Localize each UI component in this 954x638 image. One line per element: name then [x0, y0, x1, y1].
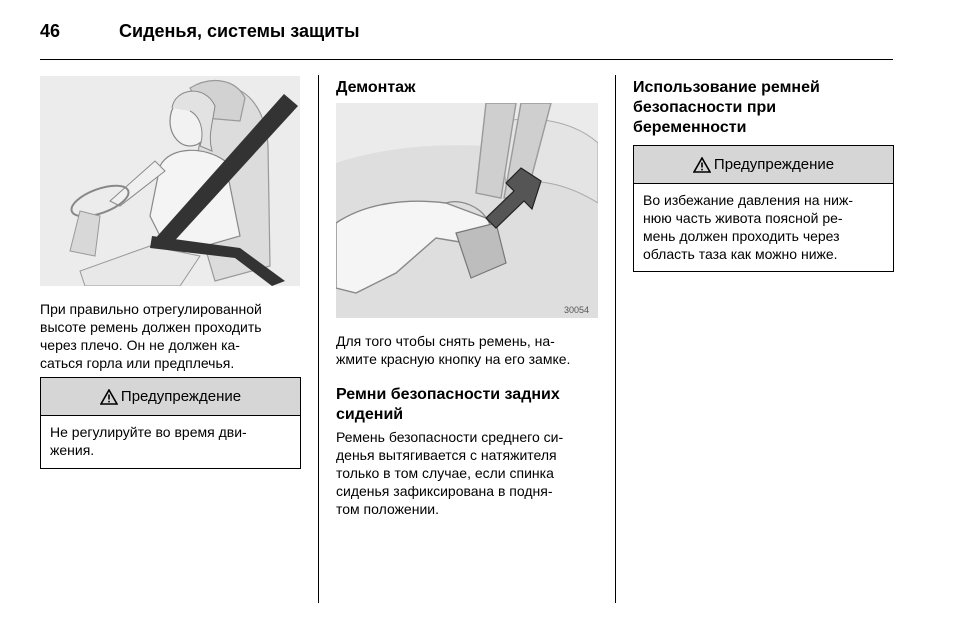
- warning-title: Предупреждение: [713, 156, 835, 173]
- driver-seatbelt-illustration: [40, 76, 300, 286]
- warning-text: Не регулируйте во время дви- жения.: [50, 424, 247, 458]
- warning-box: [40, 377, 301, 469]
- warning-header: [41, 378, 300, 416]
- warning-text: Во избежание давления на ниж- нюю часть живота поясной ре- мень должен проходить через область таза как можно ниже.: [643, 192, 853, 262]
- column-divider: [615, 75, 616, 603]
- warning-triangle-icon: [693, 157, 711, 173]
- section-heading-pregnancy: Использование ремней безопасности при беременности: [633, 79, 820, 136]
- seatbelt-height-caption: При правильно отрегулированной высоте ремень должен проходить через плечо. Он не должен ка- саться горла или предплечья.: [40, 301, 262, 371]
- figure-number: 30054: [564, 305, 590, 315]
- warning-box: [633, 145, 894, 272]
- header-rule: [40, 59, 893, 60]
- page-title: Сиденья, системы защиты: [119, 21, 360, 41]
- warning-title: Предупреждение: [120, 388, 242, 405]
- belt-buckle-illustration: [336, 103, 598, 318]
- warning-header: [634, 146, 893, 184]
- removal-caption: Для того чтобы снять ремень, на- жмите красную кнопку на его замке.: [336, 333, 571, 367]
- section-heading-removal: Демонтаж: [336, 79, 416, 96]
- warning-triangle-icon: [100, 389, 118, 405]
- column-divider: [318, 75, 319, 603]
- rear-belts-text: Ремень безопасности среднего си- денья вытягивается с натяжителя только в том случае, если спинка сиденья зафиксирована в подня- том положении.: [336, 429, 564, 517]
- page-number: 46: [40, 21, 61, 41]
- section-heading-rear-belts: Ремни безопасности задних сидений: [336, 386, 560, 423]
